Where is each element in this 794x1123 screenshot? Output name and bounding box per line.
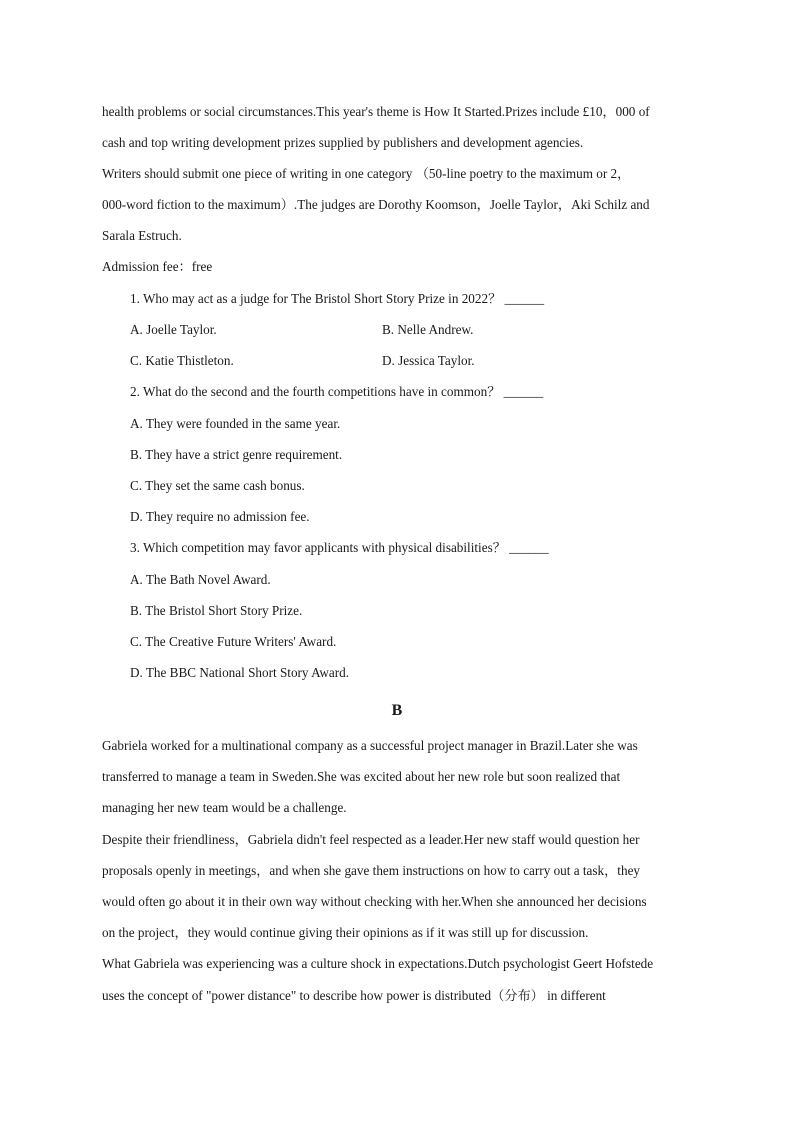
question-3-stem: 3. Which competition may favor applicants with physical disabilities？ ______ xyxy=(130,540,549,555)
question-3-option-a: A. The Bath Novel Award. xyxy=(130,572,271,587)
question-2-option-c: C. They set the same cash bonus. xyxy=(130,478,305,493)
passage-b-line: managing her new team would be a challenge. xyxy=(102,800,347,815)
question-1-option-b: B. Nelle Andrew. xyxy=(382,322,474,337)
passage-b-line: proposals openly in meetings，and when she gave them instructions on how to carry out a task，they xyxy=(102,863,641,878)
question-1-option-a: A. Joelle Taylor. xyxy=(130,322,217,337)
question-1-option-c: C. Katie Thistleton. xyxy=(130,353,234,368)
question-1-option-d: D. Jessica Taylor. xyxy=(382,353,475,368)
passage-b-line: transferred to manage a team in Sweden.She was excited about her new role but soon realized that xyxy=(102,769,621,784)
passage-a-line: health problems or social circumstances.This year's theme is How It Started.Prizes include £10，000 of xyxy=(102,104,650,119)
passage-a-line: Writers should submit one piece of writing in one category （50-line poetry to the maximum or 2， xyxy=(102,166,631,181)
question-2-option-d: D. They require no admission fee. xyxy=(130,509,310,524)
passage-b-line: on the project，they would continue giving their opinions as if it was still up for discussion. xyxy=(102,925,589,940)
question-2-stem: 2. What do the second and the fourth competitions have in common？ ______ xyxy=(130,384,544,399)
question-2-option-a: A. They were founded in the same year. xyxy=(130,416,341,431)
passage-a-line: Sarala Estruch. xyxy=(102,228,182,243)
question-1-stem: 1. Who may act as a judge for The Bristol Short Story Prize in 2022？ ______ xyxy=(130,291,545,306)
passage-b-line: Gabriela worked for a multinational company as a successful project manager in Brazil.Later she was xyxy=(102,738,638,753)
passage-a-line: cash and top writing development prizes supplied by publishers and development agencies. xyxy=(102,135,584,150)
passage-b-line: uses the concept of "power distance" to describe how power is distributed（分布） in different xyxy=(102,988,606,1003)
passage-b-line: What Gabriela was experiencing was a culture shock in expectations.Dutch psychologist Geert Hofstede xyxy=(102,956,654,971)
passage-a-line: 000-word fiction to the maximum）.The judges are Dorothy Koomson，Joelle Taylor，Aki Schilz and xyxy=(102,197,650,212)
admission-fee: Admission fee：free xyxy=(102,259,213,274)
passage-b-line: Despite their friendliness，Gabriela didn't feel respected as a leader.Her new staff would question her xyxy=(102,832,640,847)
passage-b-line: would often go about it in their own way without checking with her.When she announced her decisions xyxy=(102,894,647,909)
section-b-heading: B xyxy=(391,702,403,719)
question-3-option-b: B. The Bristol Short Story Prize. xyxy=(130,603,303,618)
question-3-option-d: D. The BBC National Short Story Award. xyxy=(130,665,350,680)
question-2-option-b: B. They have a strict genre requirement. xyxy=(130,447,343,462)
question-3-option-c: C. The Creative Future Writers' Award. xyxy=(130,634,337,649)
